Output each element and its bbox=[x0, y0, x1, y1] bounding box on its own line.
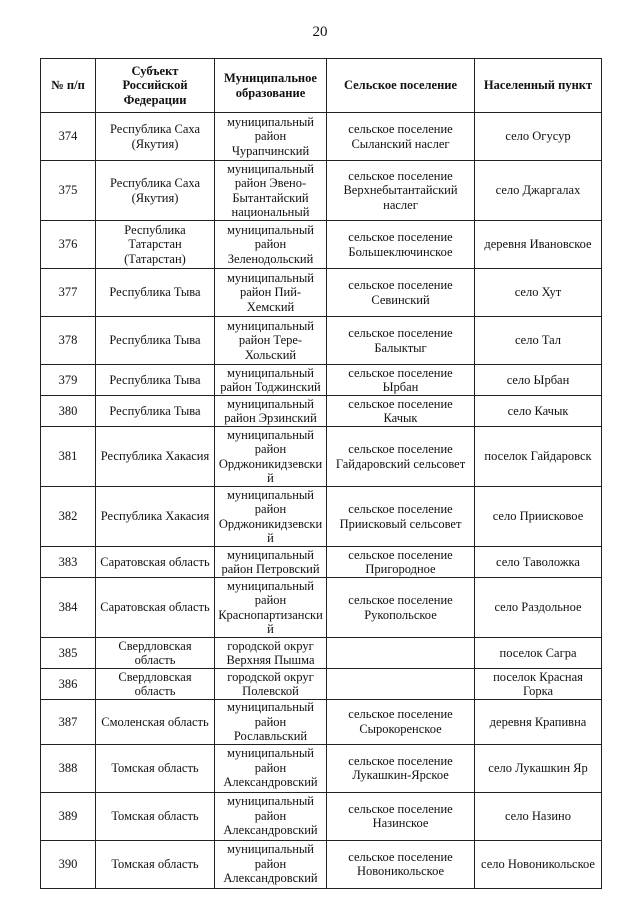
cell-num: 379 bbox=[41, 365, 96, 396]
cell-settlement: сельское поселение Рукопольское bbox=[327, 578, 475, 638]
cell-subject: Томская область bbox=[96, 744, 215, 792]
cell-locality: село Огусур bbox=[475, 113, 602, 161]
cell-subject: Саратовская область bbox=[96, 547, 215, 578]
cell-subject: Республика Саха (Якутия) bbox=[96, 161, 215, 221]
table-row bbox=[41, 161, 602, 221]
localities-table bbox=[40, 58, 602, 889]
cell-settlement bbox=[327, 669, 475, 700]
cell-municipality: муниципальный район Рославльский bbox=[215, 700, 327, 745]
cell-settlement: сельское поселение Сыланский наслег bbox=[327, 113, 475, 161]
cell-subject: Республика Тыва bbox=[96, 396, 215, 427]
cell-subject: Саратовская область bbox=[96, 578, 215, 638]
cell-settlement: сельское поселение Назинское bbox=[327, 792, 475, 840]
cell-subject: Томская область bbox=[96, 840, 215, 888]
cell-locality: деревня Крапивна bbox=[475, 700, 602, 745]
cell-municipality: муниципальный район Тере-Хольский bbox=[215, 317, 327, 365]
cell-municipality: муниципальный район Эрзинский bbox=[215, 396, 327, 427]
cell-settlement bbox=[327, 638, 475, 669]
table-row bbox=[41, 638, 602, 669]
cell-num: 385 bbox=[41, 638, 96, 669]
table-row bbox=[41, 365, 602, 396]
cell-subject: Томская область bbox=[96, 792, 215, 840]
cell-subject: Свердловская область bbox=[96, 638, 215, 669]
cell-subject: Республика Хакасия bbox=[96, 487, 215, 547]
cell-settlement: сельское поселение Приисковый сельсовет bbox=[327, 487, 475, 547]
cell-locality: село Раздольное bbox=[475, 578, 602, 638]
table-row bbox=[41, 792, 602, 840]
cell-municipality: муниципальный район Зеленодольский bbox=[215, 221, 327, 269]
cell-municipality: городской округ Верхняя Пышма bbox=[215, 638, 327, 669]
cell-municipality: муниципальный район Эвено-Бытантайский национальный bbox=[215, 161, 327, 221]
cell-locality: поселок Сагра bbox=[475, 638, 602, 669]
table-row bbox=[41, 744, 602, 792]
cell-locality: поселок Гайдаровск bbox=[475, 427, 602, 487]
cell-num: 383 bbox=[41, 547, 96, 578]
table-row bbox=[41, 669, 602, 700]
cell-locality: село Ырбан bbox=[475, 365, 602, 396]
cell-locality: село Лукашкин Яр bbox=[475, 744, 602, 792]
cell-municipality: муниципальный район Петровский bbox=[215, 547, 327, 578]
cell-subject: Свердловская область bbox=[96, 669, 215, 700]
cell-settlement: сельское поселение Севинский bbox=[327, 269, 475, 317]
cell-num: 377 bbox=[41, 269, 96, 317]
header-subject: Субъект Российской Федерации bbox=[96, 59, 215, 113]
cell-settlement: сельское поселение Сырокоренское bbox=[327, 700, 475, 745]
cell-num: 374 bbox=[41, 113, 96, 161]
table-row bbox=[41, 578, 602, 638]
cell-num: 387 bbox=[41, 700, 96, 745]
cell-settlement: сельское поселение Верхнебытантайский наслег bbox=[327, 161, 475, 221]
cell-num: 388 bbox=[41, 744, 96, 792]
cell-settlement: сельское поселение Пригородное bbox=[327, 547, 475, 578]
table-row bbox=[41, 487, 602, 547]
cell-subject: Республика Тыва bbox=[96, 317, 215, 365]
cell-settlement: сельское поселение Балыктыг bbox=[327, 317, 475, 365]
cell-locality: поселок Красная Горка bbox=[475, 669, 602, 700]
cell-locality: деревня Ивановское bbox=[475, 221, 602, 269]
cell-locality: село Хут bbox=[475, 269, 602, 317]
page-number: 20 bbox=[312, 24, 328, 40]
table-row bbox=[41, 547, 602, 578]
cell-num: 390 bbox=[41, 840, 96, 888]
cell-num: 381 bbox=[41, 427, 96, 487]
cell-municipality: городской округ Полевской bbox=[215, 669, 327, 700]
cell-municipality: муниципальный район Александровский bbox=[215, 840, 327, 888]
header-locality: Населенный пункт bbox=[475, 59, 602, 113]
cell-locality: село Новоникольское bbox=[475, 840, 602, 888]
cell-locality: село Назино bbox=[475, 792, 602, 840]
table-row bbox=[41, 840, 602, 888]
cell-settlement: сельское поселение Ырбан bbox=[327, 365, 475, 396]
cell-locality: село Качык bbox=[475, 396, 602, 427]
cell-locality: село Таволожка bbox=[475, 547, 602, 578]
cell-subject: Республика Тыва bbox=[96, 269, 215, 317]
cell-num: 382 bbox=[41, 487, 96, 547]
cell-settlement: сельское поселение Лукашкин-Ярское bbox=[327, 744, 475, 792]
cell-num: 375 bbox=[41, 161, 96, 221]
header-num: № п/п bbox=[41, 59, 96, 113]
table-row bbox=[41, 317, 602, 365]
table-header-row bbox=[41, 59, 602, 113]
table-row bbox=[41, 113, 602, 161]
cell-num: 386 bbox=[41, 669, 96, 700]
cell-settlement: сельское поселение Качык bbox=[327, 396, 475, 427]
table-row bbox=[41, 269, 602, 317]
table-row bbox=[41, 221, 602, 269]
cell-municipality: муниципальный район Чурапчинский bbox=[215, 113, 327, 161]
cell-num: 376 bbox=[41, 221, 96, 269]
table-row bbox=[41, 700, 602, 745]
cell-locality: село Джаргалах bbox=[475, 161, 602, 221]
header-settlement: Сельское поселение bbox=[327, 59, 475, 113]
table-row bbox=[41, 396, 602, 427]
cell-subject: Республика Татарстан (Татарстан) bbox=[96, 221, 215, 269]
cell-municipality: муниципальный район Орджоникидзевский bbox=[215, 487, 327, 547]
cell-municipality: муниципальный район Пий-Хемский bbox=[215, 269, 327, 317]
cell-settlement: сельское поселение Большеключинское bbox=[327, 221, 475, 269]
cell-municipality: муниципальный район Орджоникидзевский bbox=[215, 427, 327, 487]
cell-num: 384 bbox=[41, 578, 96, 638]
cell-subject: Республика Хакасия bbox=[96, 427, 215, 487]
cell-num: 380 bbox=[41, 396, 96, 427]
cell-subject: Республика Саха (Якутия) bbox=[96, 113, 215, 161]
cell-locality: село Приисковое bbox=[475, 487, 602, 547]
cell-subject: Смоленская область bbox=[96, 700, 215, 745]
cell-municipality: муниципальный район Александровский bbox=[215, 792, 327, 840]
cell-subject: Республика Тыва bbox=[96, 365, 215, 396]
cell-locality: село Тал bbox=[475, 317, 602, 365]
cell-settlement: сельское поселение Гайдаровский сельсовет bbox=[327, 427, 475, 487]
cell-num: 378 bbox=[41, 317, 96, 365]
cell-municipality: муниципальный район Тоджинский bbox=[215, 365, 327, 396]
table-row bbox=[41, 427, 602, 487]
cell-settlement: сельское поселение Новоникольское bbox=[327, 840, 475, 888]
cell-num: 389 bbox=[41, 792, 96, 840]
cell-municipality: муниципальный район Краснопартизанский bbox=[215, 578, 327, 638]
header-municipality: Муниципальное образование bbox=[215, 59, 327, 113]
cell-municipality: муниципальный район Александровский bbox=[215, 744, 327, 792]
